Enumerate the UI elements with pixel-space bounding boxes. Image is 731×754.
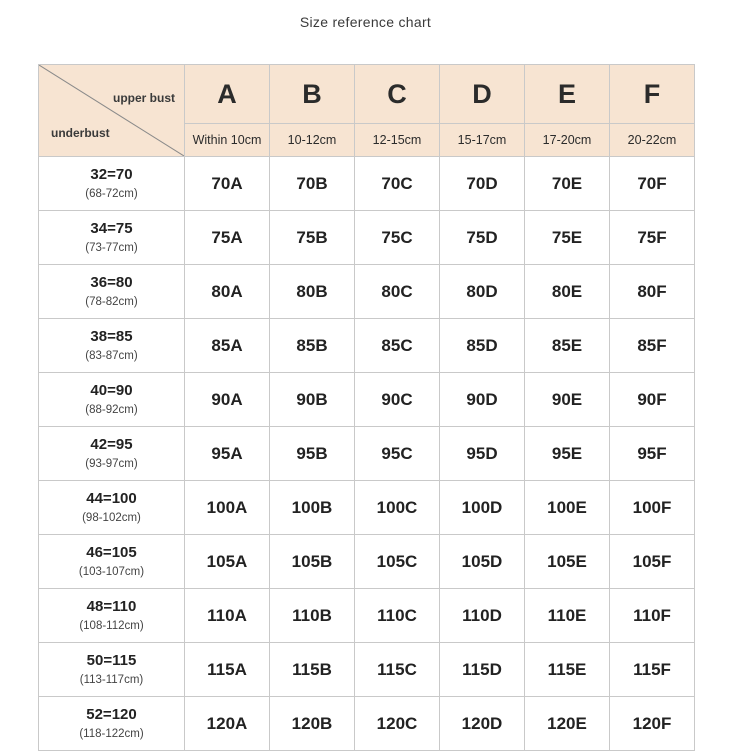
size-cell: 120F bbox=[610, 697, 695, 751]
band-cm-range: (118-122cm) bbox=[79, 727, 144, 740]
row-label bbox=[39, 589, 185, 643]
size-cell: 75E bbox=[525, 211, 610, 265]
band-size: 48=110 bbox=[86, 597, 137, 615]
band-cm-range: (68-72cm) bbox=[85, 187, 138, 200]
size-cell: 120A bbox=[185, 697, 270, 751]
size-cell: 95F bbox=[610, 427, 695, 481]
size-cell: 110B bbox=[270, 589, 355, 643]
table-row bbox=[39, 643, 695, 697]
band-size: 36=80 bbox=[90, 273, 133, 291]
band-cm-range: (78-82cm) bbox=[85, 295, 138, 308]
size-cell: 100E bbox=[525, 481, 610, 535]
row-label bbox=[39, 535, 185, 589]
size-cell: 100D bbox=[440, 481, 525, 535]
cup-range-c: 12-15cm bbox=[355, 124, 440, 157]
cup-letter-b: B bbox=[270, 65, 355, 124]
size-cell: 115D bbox=[440, 643, 525, 697]
band-size: 34=75 bbox=[90, 219, 133, 237]
size-cell: 115E bbox=[525, 643, 610, 697]
size-cell: 120D bbox=[440, 697, 525, 751]
table-header bbox=[39, 65, 695, 157]
row-label bbox=[39, 157, 185, 211]
size-cell: 95A bbox=[185, 427, 270, 481]
size-cell: 70F bbox=[610, 157, 695, 211]
corner-upper-bust-label: upper bust bbox=[113, 91, 175, 105]
size-cell: 75A bbox=[185, 211, 270, 265]
size-cell: 115B bbox=[270, 643, 355, 697]
size-cell: 75F bbox=[610, 211, 695, 265]
table-row bbox=[39, 157, 695, 211]
band-cm-range: (98-102cm) bbox=[82, 511, 141, 524]
page-title: Size reference chart bbox=[299, 14, 432, 30]
cup-letter-e: E bbox=[525, 65, 610, 124]
band-cm-range: (73-77cm) bbox=[85, 241, 138, 254]
size-cell: 85D bbox=[440, 319, 525, 373]
size-cell: 90B bbox=[270, 373, 355, 427]
band-size: 52=120 bbox=[86, 705, 137, 723]
row-label bbox=[39, 265, 185, 319]
size-cell: 120E bbox=[525, 697, 610, 751]
size-cell: 100C bbox=[355, 481, 440, 535]
cup-range-f: 20-22cm bbox=[610, 124, 695, 157]
cup-range-b: 10-12cm bbox=[270, 124, 355, 157]
size-reference-table bbox=[38, 64, 695, 751]
size-cell: 80C bbox=[355, 265, 440, 319]
table-row bbox=[39, 211, 695, 265]
size-cell: 90C bbox=[355, 373, 440, 427]
row-label bbox=[39, 211, 185, 265]
size-cell: 110E bbox=[525, 589, 610, 643]
size-cell: 120C bbox=[355, 697, 440, 751]
size-cell: 70E bbox=[525, 157, 610, 211]
size-cell: 105C bbox=[355, 535, 440, 589]
size-cell: 100A bbox=[185, 481, 270, 535]
cup-range-d: 15-17cm bbox=[440, 124, 525, 157]
size-cell: 80D bbox=[440, 265, 525, 319]
size-cell: 90D bbox=[440, 373, 525, 427]
size-cell: 115C bbox=[355, 643, 440, 697]
row-label bbox=[39, 373, 185, 427]
size-cell: 100B bbox=[270, 481, 355, 535]
size-cell: 100F bbox=[610, 481, 695, 535]
table-row bbox=[39, 427, 695, 481]
band-size: 44=100 bbox=[86, 489, 137, 507]
cup-letter-c: C bbox=[355, 65, 440, 124]
corner-header-cell bbox=[39, 65, 185, 157]
size-cell: 85E bbox=[525, 319, 610, 373]
band-size: 32=70 bbox=[90, 165, 133, 183]
size-cell: 80A bbox=[185, 265, 270, 319]
band-cm-range: (83-87cm) bbox=[85, 349, 138, 362]
table-body bbox=[39, 157, 695, 751]
table-row bbox=[39, 535, 695, 589]
band-cm-range: (108-112cm) bbox=[79, 619, 144, 632]
diagonal-divider-icon bbox=[39, 65, 184, 156]
row-label bbox=[39, 427, 185, 481]
size-cell: 80F bbox=[610, 265, 695, 319]
size-cell: 115A bbox=[185, 643, 270, 697]
size-cell: 75D bbox=[440, 211, 525, 265]
row-label bbox=[39, 319, 185, 373]
size-cell: 110D bbox=[440, 589, 525, 643]
size-cell: 95E bbox=[525, 427, 610, 481]
size-cell: 95D bbox=[440, 427, 525, 481]
table-row bbox=[39, 589, 695, 643]
cup-range-a: Within 10cm bbox=[185, 124, 270, 157]
size-cell: 120B bbox=[270, 697, 355, 751]
band-size: 40=90 bbox=[90, 381, 133, 399]
row-label bbox=[39, 643, 185, 697]
size-cell: 110C bbox=[355, 589, 440, 643]
size-cell: 70C bbox=[355, 157, 440, 211]
table-row bbox=[39, 319, 695, 373]
size-cell: 90F bbox=[610, 373, 695, 427]
size-cell: 105F bbox=[610, 535, 695, 589]
row-label bbox=[39, 481, 185, 535]
size-cell: 95B bbox=[270, 427, 355, 481]
size-cell: 85F bbox=[610, 319, 695, 373]
size-cell: 110F bbox=[610, 589, 695, 643]
cup-letter-f: F bbox=[610, 65, 695, 124]
band-cm-range: (88-92cm) bbox=[85, 403, 138, 416]
size-cell: 110A bbox=[185, 589, 270, 643]
corner-underbust-label: underbust bbox=[51, 126, 110, 140]
band-cm-range: (93-97cm) bbox=[85, 457, 138, 470]
size-cell: 85C bbox=[355, 319, 440, 373]
table-row bbox=[39, 373, 695, 427]
size-cell: 70D bbox=[440, 157, 525, 211]
table-row bbox=[39, 481, 695, 535]
size-cell: 90E bbox=[525, 373, 610, 427]
size-cell: 90A bbox=[185, 373, 270, 427]
band-cm-range: (113-117cm) bbox=[79, 673, 144, 686]
size-cell: 80B bbox=[270, 265, 355, 319]
table-row bbox=[39, 697, 695, 751]
size-cell: 75B bbox=[270, 211, 355, 265]
band-size: 38=85 bbox=[90, 327, 133, 345]
size-cell: 85A bbox=[185, 319, 270, 373]
size-cell: 95C bbox=[355, 427, 440, 481]
table-row bbox=[39, 265, 695, 319]
band-size: 46=105 bbox=[86, 543, 137, 561]
size-cell: 105D bbox=[440, 535, 525, 589]
size-cell: 105B bbox=[270, 535, 355, 589]
cup-letter-a: A bbox=[185, 65, 270, 124]
size-cell: 105E bbox=[525, 535, 610, 589]
header-row-letters bbox=[39, 65, 695, 124]
size-cell: 80E bbox=[525, 265, 610, 319]
size-cell: 70A bbox=[185, 157, 270, 211]
size-cell: 75C bbox=[355, 211, 440, 265]
band-size: 50=115 bbox=[86, 651, 137, 669]
band-size: 42=95 bbox=[90, 435, 133, 453]
size-cell: 115F bbox=[610, 643, 695, 697]
size-cell: 85B bbox=[270, 319, 355, 373]
size-cell: 105A bbox=[185, 535, 270, 589]
size-chart-table-wrap bbox=[38, 64, 694, 751]
cup-letter-d: D bbox=[440, 65, 525, 124]
band-cm-range: (103-107cm) bbox=[78, 565, 145, 578]
row-label bbox=[39, 697, 185, 751]
cup-range-e: 17-20cm bbox=[525, 124, 610, 157]
size-cell: 70B bbox=[270, 157, 355, 211]
